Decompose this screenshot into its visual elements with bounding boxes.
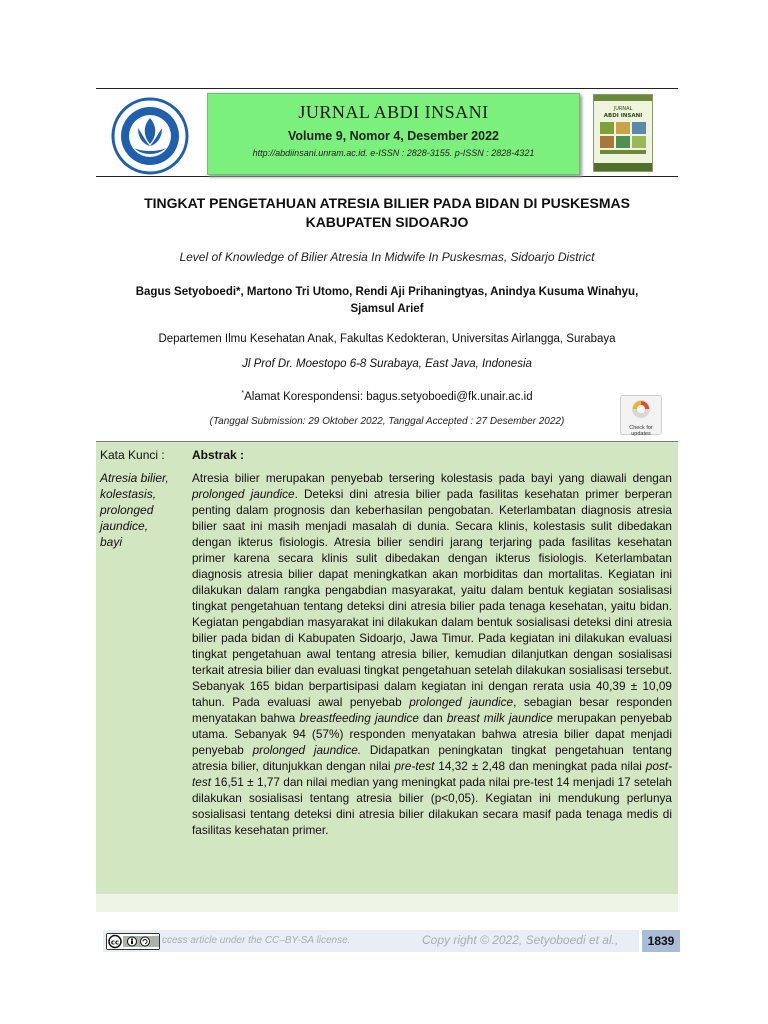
header-top-rule [96, 88, 678, 89]
correspondence: *Alamat Korespondensi: bagus.setyoboedi@fk.unair.ac.id [241, 390, 533, 403]
corr-mark: * [241, 390, 245, 397]
journal-url-issn: http://abdiinsani.unram.ac.id. e-ISSN : 2828-3155. p-ISSN : 2828-4321 [252, 148, 535, 158]
abstract-bottom-strip [96, 894, 678, 912]
keyword-item: kolestasis, [100, 487, 157, 501]
cover-top-text: JURNAL [613, 106, 633, 112]
journal-logo [110, 96, 190, 176]
keyword-item: jaundice, [100, 519, 149, 533]
journal-name: JURNAL ABDI INSANI [298, 102, 489, 122]
journal-volume: Volume 9, Nomor 4, Desember 2022 [288, 129, 499, 143]
keyword-item: Atresia bilier, [100, 471, 169, 485]
article-subtitle: Level of Knowledge of Bilier Atresia In Midwife In Puskesmas, Sidoarjo District [179, 250, 595, 264]
journal-banner [207, 93, 580, 175]
article-title: TINGKAT PENGETAHUAN ATRESIA BILIER PADA BIDAN DI PUSKESMAS KABUPATEN SIDOARJO [144, 195, 630, 230]
cover-title-text: ABDI INSANI [603, 113, 643, 119]
svg-text:cc: cc [110, 938, 120, 947]
submission-dates: (Tanggal Submission: 29 Oktober 2022, Tanggal Accepted : 27 Desember 2022) [209, 416, 565, 427]
keyword-item: prolonged [100, 503, 154, 517]
keywords-heading: Kata Kunci : [100, 448, 165, 462]
cc-by-sa-license-icon[interactable] [106, 933, 160, 950]
page-number: 1839 [642, 930, 680, 952]
abstract-heading: Abstrak : [192, 448, 245, 462]
header-bottom-rule [96, 176, 678, 177]
check-updates-label: Check for updates [629, 425, 653, 437]
license-text[interactable]: ccess article under the CC–BY-SA license. [162, 935, 351, 946]
check-updates-icon [631, 399, 651, 419]
affiliation: Departemen Ilmu Kesehatan Anak, Fakultas Kedokteran, Universitas Airlangga, Surabaya [158, 333, 616, 345]
journal-cover-thumbnail [593, 94, 653, 172]
copyright-text: Copy right © 2022, Setyoboedi et al., [422, 933, 619, 947]
check-for-updates-badge[interactable] [620, 395, 662, 435]
author-list: Bagus Setyoboedi*, Martono Tri Utomo, Rendi Aji Prihaningtyas, Anindya Kusuma Winahyu, Sjamsul Arief [135, 286, 639, 315]
abstract-text: Atresia bilier merupakan penyebab tersering kolestasis pada bayi yang diawali dengan prolonged jaundice. Deteksi dini atresia bilier pada fasilitas kesehatan primer berperan penting dalam prognosis dan keberhasilan pengobatan. Keterlambatan diagnosis atresia bilier saat ini masih menjadi masalah di dunia. Secara klinis, kolestasis sulit dibedakan dengan ikterus fisiologis. Atresia bilier sendiri jarang terjaring pada fasilitas kesehatan primer karena secara klinis sulit dibedakan dengan ikterus fisiologis. Keterlambatan diagnosis atresia bilier dapat meningkatkan akan morbiditas dan mortalitas. Kegiatan ini dilakukan dalam rangka pengabdian masyarakat, yaitu dalam bentuk kegiatan sosialisasi tingkat pengetahuan tentang deteksi dini atresia bilier pada tenaga kesehatan, yaitu bidan. Kegiatan pengabdian masyarakat ini dilakukan dalam bentuk sosialisasi deteksi dini atresia bilier pada bidan di Kabupaten Sidoarjo, Jawa Timur. Pada kegiatan ini dilakukan evaluasi tingkat pengetahuan awal tentang atresia bilier, kemudian dilanjutkan dengan sosialisasi terkait atresia bilier dan evaluasi tingkat pengetahuan setelah dilakukan sosialisasi tersebut. Sebanyak 165 bidan berpartisipasi dalam kegiatan ini dengan rerata usia 40,39 ± 10,09 tahun. Pada evaluasi awal penyebab prolonged jaundice, sebagian besar responden menyatakan bahwa breastfeeding jaundice dan breast milk jaundice merupakan penyebab utama. Sebanyak 94 (57%) responden menyatakan bahwa atresia bilier dapat menjadi penyebab prolonged jaundice. Didapatkan peningkatan tingkat pengetahuan tentang atresia bilier, ditunjukkan dengan nilai pre-test 14,32 ± 2,48 dan meningkat pada nilai post-test 16,51 ± 1,77 dan nilai median yang meningkat pada nilai pre-test 14 menjadi 17 setelah dilakukan sosialisasi tentang atresia bilier (p<0,05). Kegiatan ini mendukung perlunya sosialisasi tentang deteksi dini atresia bilier dilakukan secara masif pada tenaga medis di fasilitas kesehatan primer. [192, 471, 673, 837]
keywords-list [100, 470, 184, 550]
keyword-item: bayi [100, 535, 123, 549]
address: Jl Prof Dr. Moestopo 6-8 Surabaya, East Java, Indonesia [242, 358, 532, 370]
